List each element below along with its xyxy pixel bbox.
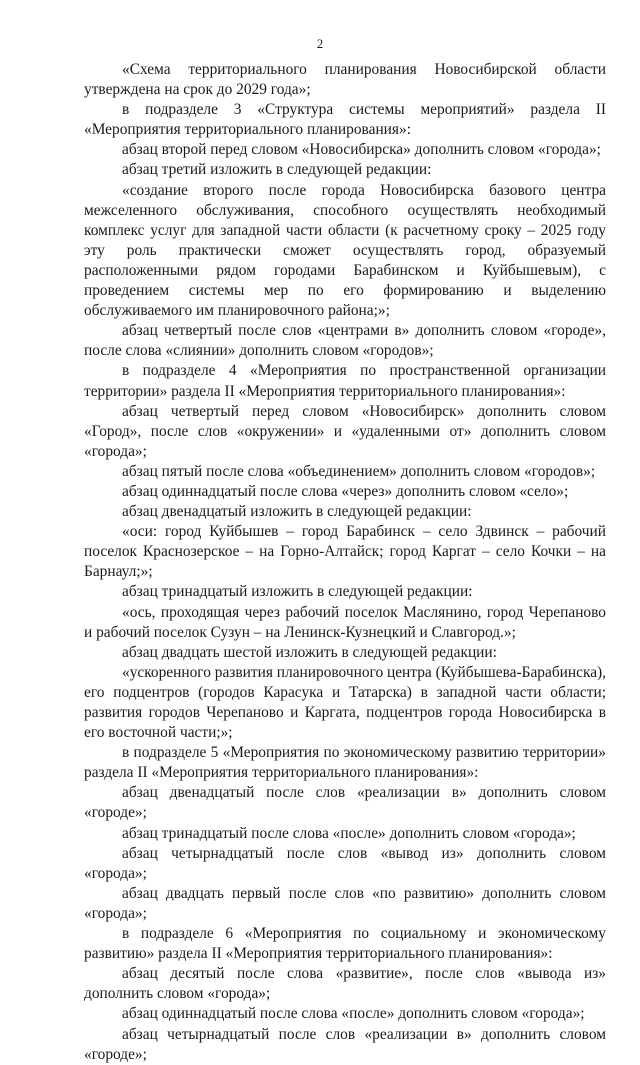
paragraph-6: абзац четвертый после слов «центрами в» дополнить словом «городе», после слова «слиянии» дополнить словом «городов»; [84,322,606,360]
paragraph-16: «ускоренного развития планировочного центра (Куйбышева-Барабинска), его подцентров (городов Карасука и Татарска) в западной части области; развития городов Черепаново и Каргата, подцентров города Новосибирска в его восточной части;»; [84,663,606,742]
paragraph-21: абзац двадцать первый после слов «по развитию» дополнить словом «города»; [84,884,606,922]
paragraph-2: в подразделе 3 «Структура системы мероприятий» раздела II «Мероприятия территориального планирования»: [84,101,606,139]
paragraph-24: абзац одиннадцатый после слова «после» дополнить словом «города»; [122,1005,585,1023]
paragraph-1: «Схема территориального планирования Новосибирской области утверждена на срок до 2029 года»; [84,61,606,99]
paragraph-14: «ось, проходящая через рабочий поселок Маслянино, город Черепаново и рабочий поселок Сузун – на Ленинск-Кузнецкий и Славгород.»; [84,603,606,641]
paragraph-17: в подразделе 5 «Мероприятия по экономическому развитию территории» раздела II «Мероприятия территориального планирования»: [84,744,606,782]
paragraph-9: абзац пятый после слова «объединением» дополнить словом «городов»; [122,462,596,480]
paragraph-8: абзац четвертый перед словом «Новосибирск» дополнить словом «Город», после слов «окружении» и «удаленными от» дополнить словом «города»; [84,402,606,460]
paragraph-3: абзац второй перед словом «Новосибирска» дополнить словом «города»; [122,141,601,159]
paragraph-5: «создание второго после города Новосибирска базового центра межселенного обслуживания, способного осуществлять необходимый комплекс услуг для западной части области (к расчетному сроку – 2025 году эту роль практически сможет осуществлять город, образуемый расположенными рядом городами Барабинском и Куйбышевым), с проведением системы мер по его формированию и выделению обслуживаемого им планировочного района;»; [84,181,606,320]
paragraph-20: абзац четырнадцатый после слов «вывод из» дополнить словом «города»; [84,844,606,882]
paragraph-22: в подразделе 6 «Мероприятия по социальному и экономическому развитию» раздела II «Мероприятия территориального планирования»: [84,925,606,963]
paragraph-10: абзац одиннадцатый после слова «через» дополнить словом «село»; [122,482,569,500]
paragraph-11: абзац двенадцатый изложить в следующей редакции: [122,503,472,521]
paragraph-23: абзац десятый после слова «развитие», после слов «вывода из» дополнить словом «города»; [84,965,606,1003]
paragraph-25: абзац четырнадцатый после слов «реализации в» дополнить словом «городе»; [84,1025,606,1063]
page-number: 2 [316,36,324,51]
paragraph-7: в подразделе 4 «Мероприятия по пространственной организации территории» раздела II «Мероприятия территориального планирования»: [84,362,606,400]
paragraph-19: абзац тринадцатый после слова «после» дополнить словом «города»; [122,824,576,842]
paragraph-13: абзац тринадцатый изложить в следующей редакции: [122,583,473,601]
paragraph-4: абзац третий изложить в следующей редакции: [122,161,432,179]
document-body [84,60,606,1065]
paragraph-12: «оси: город Куйбышев – город Барабинск – село Здвинск – рабочий поселок Краснозерское – на Горно-Алтайск; город Каргат – село Кочки – на Барнаул;»; [84,523,606,581]
paragraph-15: абзац двадцать шестой изложить в следующей редакции: [122,643,497,661]
paragraph-18: абзац двенадцатый после слов «реализации в» дополнить словом «городе»; [84,784,606,822]
